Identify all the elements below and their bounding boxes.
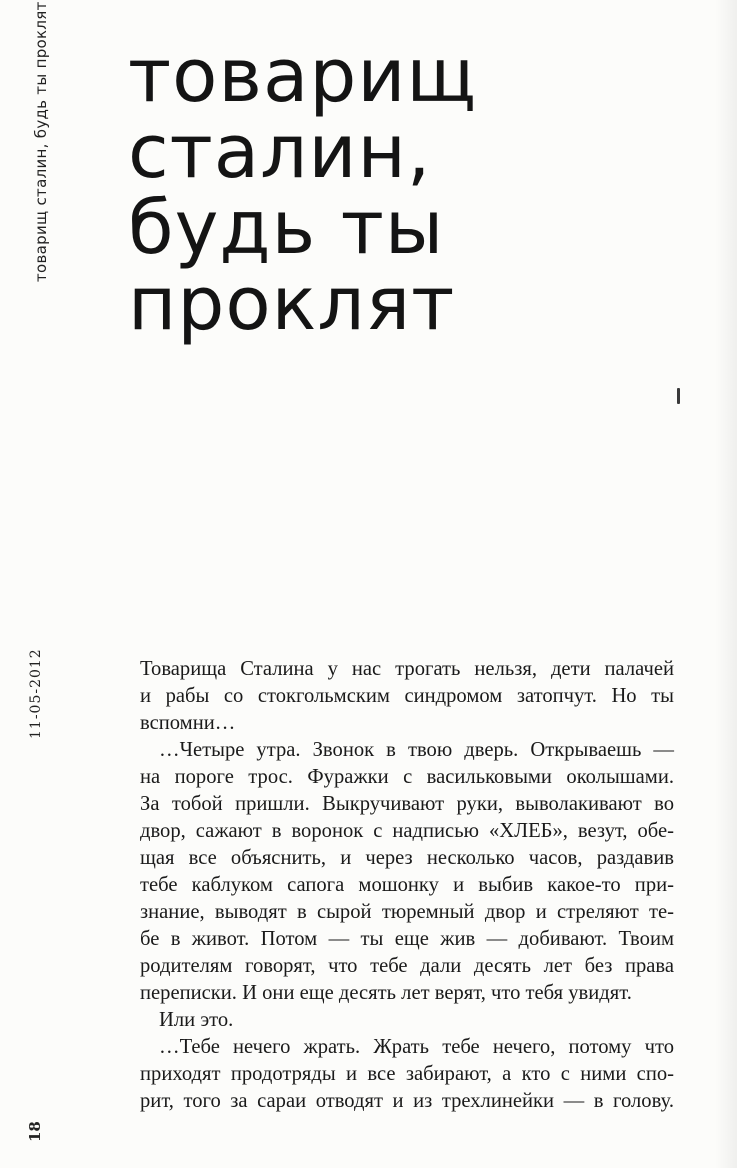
body-line: приходят продотряды и все забирают, а кто с ними спо- [140, 1063, 674, 1085]
body-line: рит, того за сараи отводят и из трехлинейки — в голову. [140, 1090, 674, 1112]
body-line: Или это. [159, 1009, 234, 1031]
body-line: бе в живот. Потом — ты еще жив — добивают. Твоим [140, 928, 674, 950]
body-line: на пороге трос. Фуражки с васильковыми околышами. [140, 766, 674, 788]
headline-line: товарищ [128, 33, 478, 119]
body-line: За тобой пришли. Выкручивают руки, выволакивают во [140, 793, 674, 815]
page-number: 18 [26, 1121, 44, 1142]
headline-line: сталин, [128, 109, 432, 195]
body-line: двор, сажают в воронок с надписью «ХЛЕБ», везут, обе- [140, 820, 674, 842]
body-line: …Тебе нечего жрать. Жрать тебе нечего, потому что [159, 1036, 674, 1058]
body-line: и рабы со стокгольмским синдромом затопчут. Но ты [140, 685, 674, 707]
headline-line: проклят [128, 261, 456, 347]
body-line: переписки. И они еще десять лет верят, что тебя увидят. [140, 982, 632, 1004]
body-line: знание, выводят в сырой тюремный двор и стреляют те- [140, 901, 674, 923]
article-body [140, 656, 674, 1115]
headline-line: будь ты [128, 185, 445, 271]
article-headline [128, 33, 568, 347]
print-speck [677, 388, 680, 404]
spine-shadow [715, 0, 737, 1168]
body-line: родителям говорят, что тебе дали десять лет без права [140, 955, 674, 977]
running-head: товарищ сталин, будь ты проклят [32, 1, 50, 282]
body-line: щая все объяснить, и через несколько часов, раздавив [140, 847, 674, 869]
body-line: …Четыре утра. Звонок в твою дверь. Открываешь — [159, 739, 674, 761]
body-line: тебе каблуком сапога мошонку и выбив какое-то при- [140, 874, 674, 896]
article-date: 11-05-2012 [28, 648, 44, 739]
body-line: вспомни… [140, 712, 236, 734]
body-line: Товарища Сталина у нас трогать нельзя, дети палачей [140, 658, 674, 680]
